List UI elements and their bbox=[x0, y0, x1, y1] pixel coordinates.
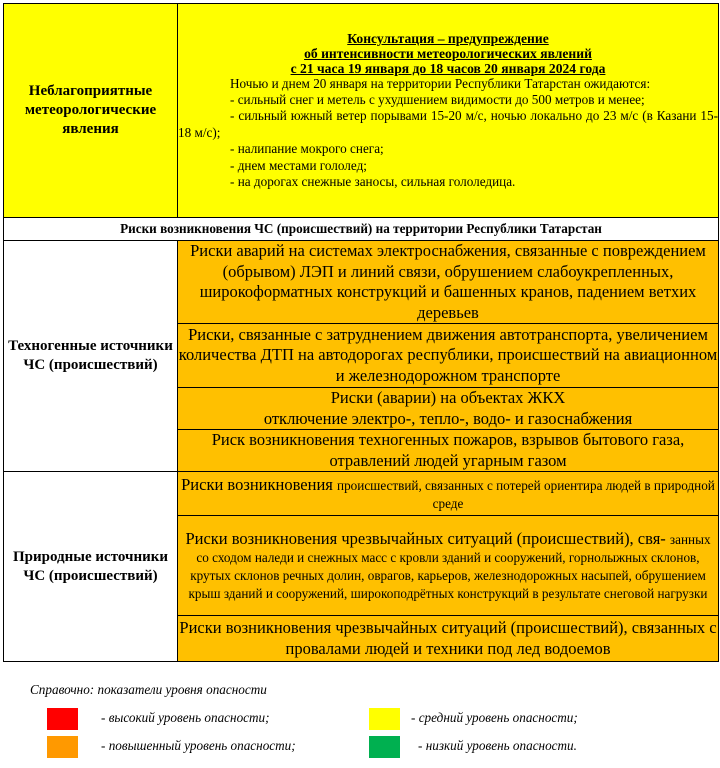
legend-label-elevated: - повышенный уровень опасности; bbox=[101, 738, 296, 753]
risk-utilities-detail: отключение электро-, тепло-, водо- и газоснабжения bbox=[263, 408, 633, 428]
risk-snow-masses-rest: занных со сходом наледи и снежных масс с кровли зданий и сооружений, горнолыжных склонов, крутых склонов речных долин, оврагов, карьеров, железнодорожных насыпей, обрушением крыш зданий и сооружений, широкоподрётных конструкций в результате снеговой нагрузки bbox=[188, 531, 711, 601]
legend-label-medium: - средний уровень опасности; bbox=[411, 710, 578, 725]
alert-heading-2: об интенсивности метеорологических явлений bbox=[304, 45, 592, 61]
alert-item: - на дорогах снежные заносы, сильная гололедица. bbox=[230, 174, 516, 190]
risk-snow-masses-lead: Риски возникновения чрезвычайных ситуаций (происшествий), свя- bbox=[185, 528, 666, 548]
risk-utilities-title: Риски (аварии) на объектах ЖКХ bbox=[330, 388, 566, 407]
hazards-alert bbox=[178, 4, 719, 218]
legend-label-high: - высокий уровень опасности; bbox=[101, 710, 270, 725]
alert-item: - сильный снег и метель с ухудшением видимости до 500 метров и менее; bbox=[230, 91, 645, 107]
legend-title: Справочно: показатели уровня опасности bbox=[30, 682, 267, 697]
risk-orientation-rest: происшествий, связанных с потерей ориентира людей в природной среде bbox=[337, 477, 715, 511]
risk-ice: Риски возникновения чрезвычайных ситуаций (происшествий), связанных с провалами людей и техники под лед водоемов bbox=[178, 616, 719, 662]
legend-label-low: - низкий уровень опасности. bbox=[418, 738, 577, 753]
risk-snow-masses bbox=[178, 516, 719, 616]
alert-heading-3: с 21 часа 19 января до 18 часов 20 января 2024 года bbox=[290, 60, 606, 76]
risk-fires: Риск возникновения техногенных пожаров, взрывов бытового газа, отравлений людей угарным газом bbox=[178, 430, 719, 472]
legend-swatch-orange bbox=[47, 736, 78, 758]
risk-orientation-lead: Риски возникновения bbox=[181, 474, 333, 494]
forecast-table bbox=[3, 3, 719, 662]
alert-intro: Ночью и днем 20 января на территории Республики Татарстан ожидаются: bbox=[230, 75, 651, 91]
natural-label: Природные источники ЧС (происшествий) bbox=[4, 472, 178, 662]
risks-header: Риски возникновения ЧС (происшествий) на территории Республики Татарстан bbox=[4, 218, 719, 241]
technogenic-label: Техногенные источники ЧС (происшествий) bbox=[4, 241, 178, 472]
risk-power-grid: Риски аварий на системах электроснабжения, связанные с повреждением (обрывом) ЛЭП и линий связи, обрушением слабоукрепленных, широкоформатных конструкций и башенных кранов, падением ветхих деревьев bbox=[178, 241, 719, 324]
alert-heading-1: Консультация – предупреждение bbox=[347, 30, 549, 46]
risk-orientation bbox=[178, 472, 719, 516]
risk-utilities bbox=[178, 388, 719, 430]
risk-transport: Риски, связанные с затруднением движения автотранспорта, увеличением количества ДТП на автодорогах республики, происшествий на авиационном и железнодорожном транспорте bbox=[178, 324, 719, 388]
hazards-label: Неблагоприятные метеорологические явления bbox=[4, 4, 178, 218]
legend-swatch-green bbox=[369, 736, 400, 758]
legend-swatch-yellow bbox=[369, 708, 400, 730]
alert-item: - сильный южный ветер порывами 15-20 м/с, ночью локально до 23 м/с (в Казани 15-18 м/с); bbox=[178, 108, 718, 140]
legend-swatch-red bbox=[47, 708, 78, 730]
alert-item: - днем местами гололед; bbox=[230, 157, 367, 173]
alert-item: - налипание мокрого снега; bbox=[230, 141, 384, 157]
